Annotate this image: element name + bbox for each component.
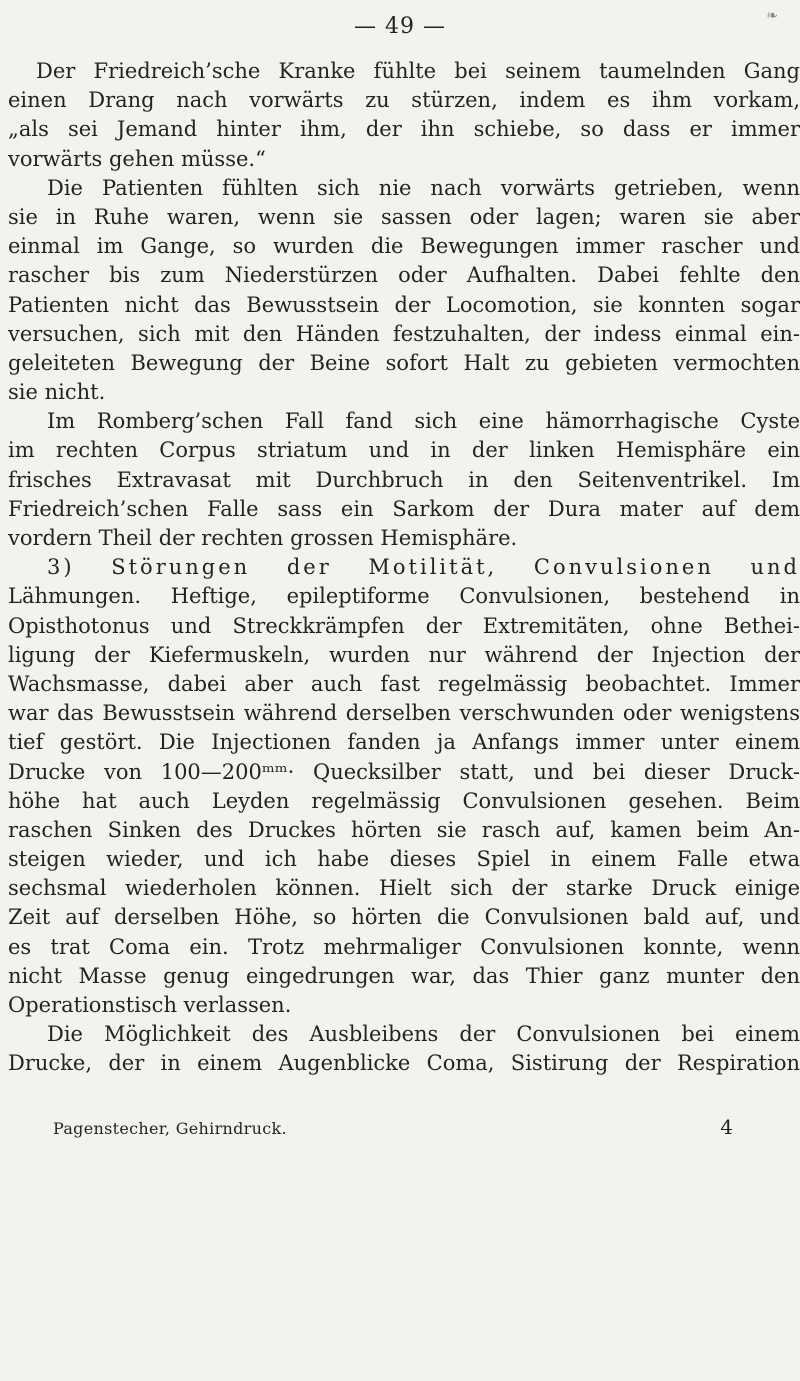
- text-line: vordern Theil der rechten grossen Hemisphäre.: [8, 526, 518, 550]
- text-line: Wachsmasse, dabei aber auch fast regelmässig beobachtet. Immer: [8, 671, 800, 696]
- text-line: ligung der Kiefermuskeln, wurden nur während der Injection der: [8, 642, 800, 667]
- signature-mark: 4: [720, 1115, 733, 1139]
- text-line: Die Möglichkeit des Ausbleibens der Convulsionen bei einem: [47, 1022, 800, 1047]
- text-line: versuchen, sich mit den Händen festzuhalten, der indess einmal ein-: [8, 321, 800, 346]
- text-line: Im Romberg’schen Fall fand sich eine hämorrhagische Cyste: [47, 409, 800, 434]
- text-line: Die Patienten fühlten sich nie nach vorwärts getrieben, wenn: [47, 175, 800, 200]
- text-line: Lähmungen. Heftige, epileptiforme Convulsionen, bestehend in: [8, 584, 800, 609]
- text-line: „als sei Jemand hinter ihm, der ihn schiebe, so dass er immer: [8, 117, 800, 142]
- body-text: [8, 57, 800, 1079]
- text-line: tief gestört. Die Injectionen fanden ja Anfangs immer unter einem: [8, 730, 800, 755]
- text-line: Opisthotonus und Streckkrämpfen der Extremitäten, ohne Bethei-: [8, 613, 800, 638]
- text-line: Drucke von 100—200ᵐᵐ· Quecksilber statt, und bei dieser Druck-: [8, 759, 800, 784]
- text-line: geleiteten Bewegung der Beine sofort Halt zu gebieten vermochten: [8, 350, 800, 375]
- text-line: es trat Coma ein. Trotz mehrmaliger Convulsionen konnte, wenn: [8, 934, 800, 959]
- text-line: Friedreich’schen Falle sass ein Sarkom der Dura mater auf dem: [8, 496, 800, 521]
- text-line: sechsmal wiederholen können. Hielt sich der starke Druck einige: [8, 876, 800, 901]
- text-line: Operationstisch verlassen.: [8, 993, 292, 1017]
- text-line: rascher bis zum Niederstürzen oder Aufhalten. Dabei fehlte den: [8, 263, 800, 288]
- text-line: war das Bewusstsein während derselben verschwunden oder wenigstens: [8, 701, 800, 726]
- text-line: Zeit auf derselben Höhe, so hörten die Convulsionen bald auf, und: [8, 905, 800, 930]
- text-line: frisches Extravasat mit Durchbruch in den Seitenventrikel. Im: [8, 467, 800, 492]
- text-line: höhe hat auch Leyden regelmässig Convulsionen gesehen. Beim: [8, 788, 800, 813]
- text-line: nicht Masse genug eingedrungen war, das Thier ganz munter den: [8, 963, 800, 988]
- text-line: einmal im Gange, so wurden die Bewegungen immer rascher und: [8, 234, 800, 259]
- text-line: raschen Sinken des Druckes hörten sie rasch auf, kamen beim An-: [8, 817, 800, 842]
- text-line: Patienten nicht das Bewusstsein der Locomotion, sie konnten sogar: [8, 292, 800, 317]
- page-footer: [53, 1115, 733, 1139]
- corner-mark: ❧: [766, 8, 778, 24]
- page-number: — 49 —: [354, 14, 446, 39]
- text-line: vorwärts gehen müsse.“: [8, 146, 266, 171]
- section-heading: 3) Störungen der Motilität, Convulsionen und: [47, 555, 800, 580]
- text-line: sie in Ruhe waren, wenn sie sassen oder lagen; waren sie aber: [8, 204, 800, 229]
- text-line: Der Friedreich’sche Kranke fühlte bei seinem taumelnden Gang: [36, 59, 800, 83]
- text-line: einen Drang nach vorwärts zu stürzen, indem es ihm vorkam,: [8, 88, 800, 113]
- text-line: Drucke, der in einem Augenblicke Coma, Sistirung der Respiration: [8, 1051, 800, 1076]
- text-line: steigen wieder, und ich habe dieses Spiel in einem Falle etwa: [8, 847, 800, 872]
- footer-author-title: Pagenstecher, Gehirndruck.: [53, 1119, 287, 1138]
- text-line: sie nicht.: [8, 380, 106, 405]
- text-line: im rechten Corpus striatum und in der linken Hemisphäre ein: [8, 438, 800, 463]
